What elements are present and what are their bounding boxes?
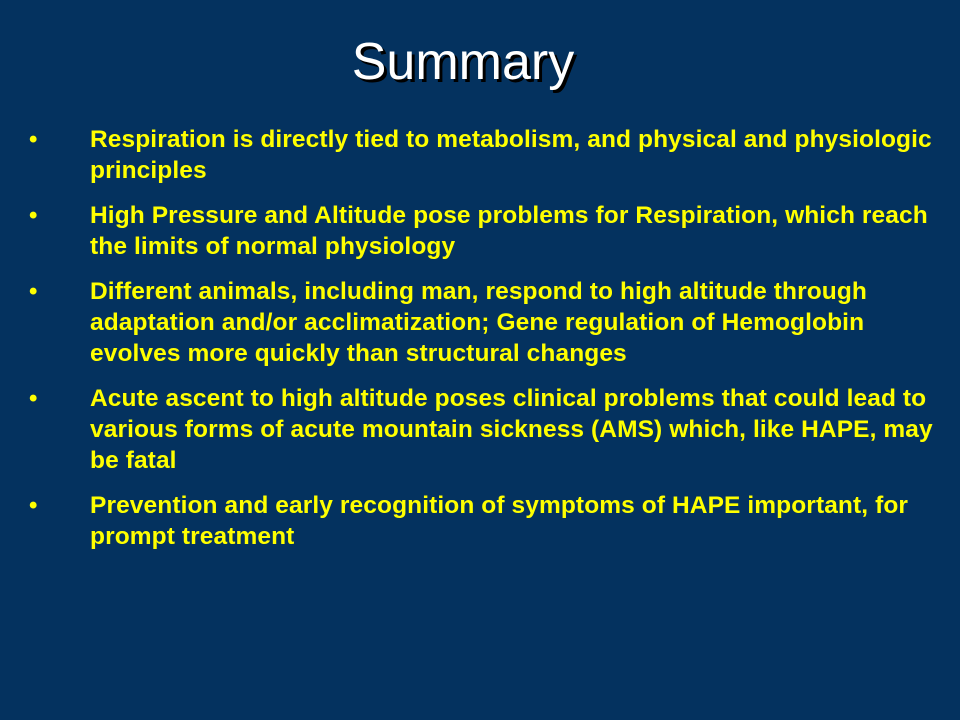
- bullet-text: Acute ascent to high altitude poses clinical problems that could lead to various forms of acute mountain sickness (AMS) which, like HAPE, may be fatal: [90, 385, 933, 474]
- bullet-item: [0, 383, 960, 476]
- bullet-text: Different animals, including man, respond to high altitude through adaptation and/or acclimatization; Gene regulation of Hemoglobin evolves more quickly than structural changes: [90, 278, 867, 367]
- bullet-text: Prevention and early recognition of symptoms of HAPE important, for prompt treatment: [90, 492, 909, 550]
- bullet-item: [0, 200, 960, 262]
- bullet-dot-icon: •: [29, 126, 38, 153]
- bullet-text: High Pressure and Altitude pose problems for Respiration, which reach the limits of normal physiology: [90, 202, 928, 260]
- bullet-list: [0, 124, 960, 566]
- bullet-dot-icon: •: [29, 492, 38, 519]
- bullet-text: Respiration is directly tied to metabolism, and physical and physiologic principles: [90, 126, 932, 184]
- bullet-dot-icon: •: [29, 385, 38, 412]
- bullet-dot-icon: •: [29, 278, 38, 305]
- bullet-dot-icon: •: [29, 202, 38, 229]
- slide-title: Summary: [351, 33, 575, 91]
- bullet-item: [0, 490, 960, 552]
- bullet-item: [0, 276, 960, 369]
- bullet-item: [0, 124, 960, 186]
